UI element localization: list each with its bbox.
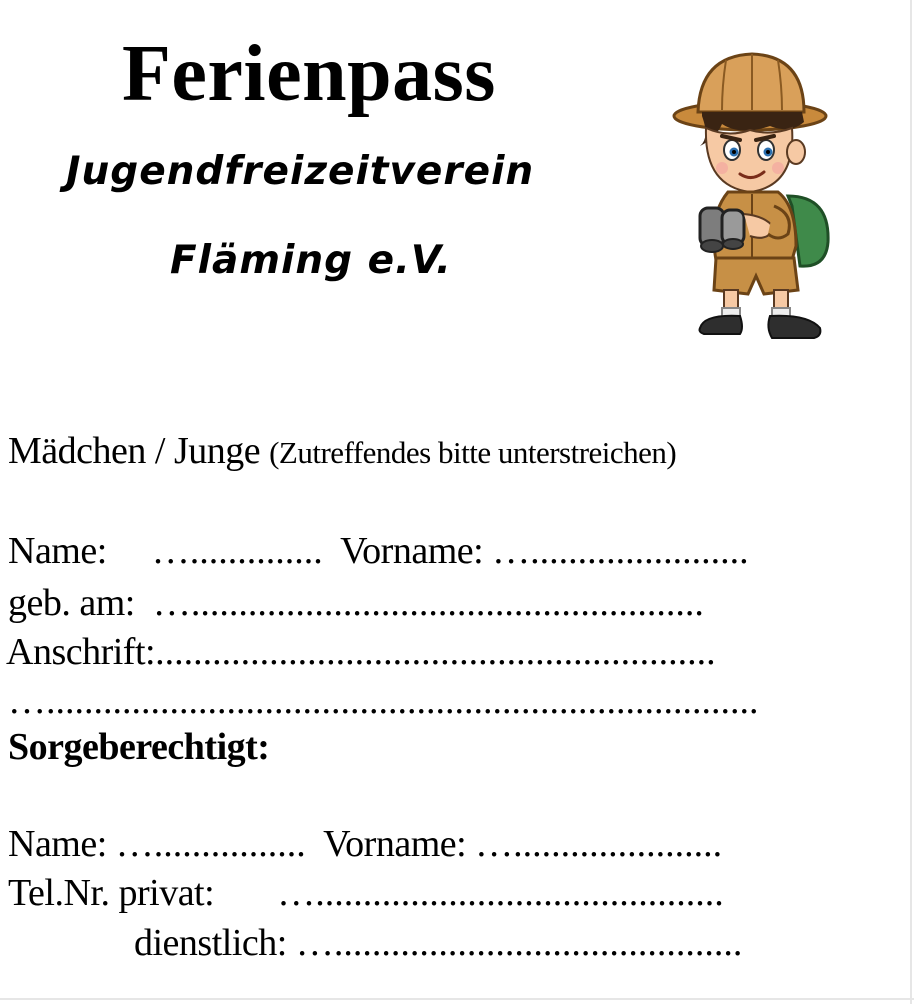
- guardian-vorname-field[interactable]: …......................: [475, 823, 723, 865]
- child-name-row: [8, 532, 749, 570]
- tel-private-label: Tel.Nr. privat:: [8, 872, 215, 914]
- gender-row: [8, 432, 676, 470]
- tel-private-field[interactable]: …...........................................: [277, 872, 724, 914]
- guardian-vorname-label: Vorname:: [323, 823, 467, 865]
- birth-date-field[interactable]: …......................................................: [152, 582, 704, 624]
- tel-work-field[interactable]: …...........................................: [295, 922, 743, 964]
- explorer-boy-with-binoculars-icon: [670, 46, 840, 346]
- gender-label: Mädchen / Junge: [8, 430, 261, 472]
- guardian-name-label: Name:: [8, 823, 107, 865]
- guardian-name-row: [8, 825, 722, 863]
- child-vorname-label: Vorname:: [340, 530, 484, 572]
- tel-private-row: [8, 874, 724, 912]
- page-edge-bottom: [0, 998, 914, 1000]
- guardian-name-field[interactable]: …................: [115, 823, 306, 865]
- child-name-label: Name:: [8, 530, 107, 572]
- address-label: Anschrift:: [6, 631, 156, 673]
- birth-date-row: [8, 584, 704, 622]
- tel-work-label: dienstlich:: [134, 922, 287, 964]
- club-name-line-2: Fläming e.V.: [170, 238, 452, 283]
- address-row-2: [8, 682, 759, 720]
- child-name-field[interactable]: …..............: [151, 530, 323, 572]
- child-vorname-field[interactable]: ….......................: [492, 530, 749, 572]
- birth-date-label: geb. am:: [8, 582, 135, 624]
- tel-work-row: [134, 924, 742, 962]
- gender-hint: (Zutreffendes bitte unterstreichen): [269, 435, 677, 470]
- guardian-heading: Sorgeberechtigt:: [8, 726, 270, 768]
- address-field[interactable]: ...........................................................: [155, 631, 716, 673]
- club-name-line-1: Jugendfreizeitverein: [66, 149, 535, 194]
- address-row: [6, 633, 716, 671]
- page-edge-right: [910, 0, 912, 1004]
- address-field-2[interactable]: …...........................................................................: [8, 680, 759, 722]
- document-title: Ferienpass: [122, 30, 496, 118]
